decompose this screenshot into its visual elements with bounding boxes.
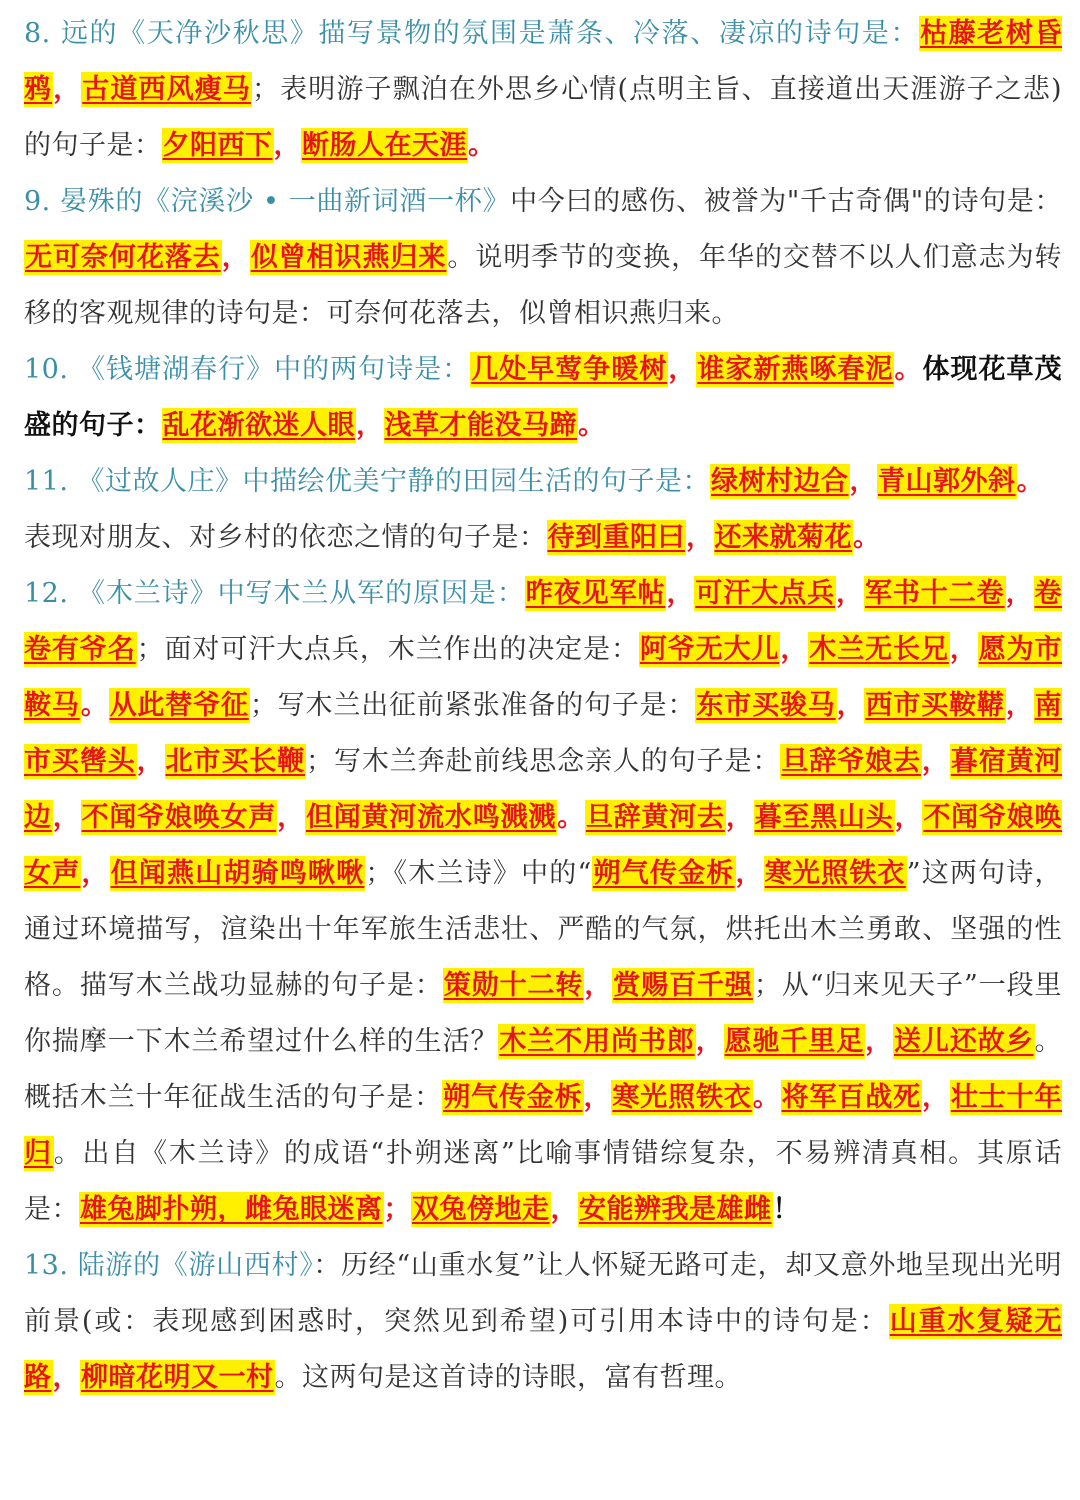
answer-highlight: 赏赐百千强 — [613, 970, 753, 1001]
answer-highlight: 壮士十年归 — [24, 1082, 1062, 1169]
paragraph-q11 — [24, 454, 1062, 566]
body-text: 。 — [1016, 466, 1045, 497]
answer-highlight: 不闻爷娘唤女声 — [24, 802, 1063, 889]
answer-highlight: 无可奈何花落去 — [25, 242, 221, 273]
body-text: ， — [780, 634, 809, 665]
question-text: 12. 《木兰诗》中写木兰从军的原因是： — [24, 578, 525, 609]
body-text: ， — [1005, 690, 1034, 721]
answer-highlight: 暮宿黄河边 — [24, 746, 1063, 833]
body-text: 。 — [894, 354, 923, 385]
body-text: 。 — [557, 802, 585, 833]
body-text: ：历经“山重水复”让人怀疑无路可走，却又意外地呈现出光明前景(或：表现感到困惑时，突然见到希望)可引用本诗中的诗句是： — [24, 1250, 1062, 1337]
body-text: ， — [894, 802, 923, 833]
body-text: ”这两句诗，通过环境描写，渲染出十年军旅生活悲壮、严酷的气氛，烘托出木兰勇敢、坚强的性格。描写木兰战功显赫的句子是： — [24, 858, 1063, 1001]
body-text: 中今曰的感伤、被誉为"千古奇偶"的诗句是： — [510, 186, 1062, 217]
body-text: ， — [836, 690, 865, 721]
answer-highlight: 阿爷无大儿 — [639, 634, 780, 665]
body-text: ， — [922, 1082, 950, 1113]
body-text: ， — [550, 1194, 578, 1225]
body-text: ， — [277, 802, 305, 833]
bold-text: ！ — [772, 1194, 800, 1225]
answer-highlight: 雄兔脚扑朔，雌兔眼迷离 — [80, 1194, 383, 1225]
body-text: ；《木兰诗》中的“ — [365, 858, 592, 889]
answer-highlight: 柳暗花明又一村 — [81, 1362, 274, 1393]
body-text: ；面对可汗大点兵，木兰作出的决定是： — [136, 634, 639, 665]
answer-highlight: 卷卷有爷名 — [24, 578, 1063, 665]
body-text: ， — [53, 74, 82, 105]
body-text: ， — [865, 1026, 894, 1057]
answer-highlight: 似曾相识燕归来 — [250, 242, 447, 273]
body-text: ；写木兰出征前紧张准备的句子是： — [249, 690, 696, 721]
question-text: 8. 远的《天净沙秋思》描写景物的氛围是萧条、冷落、凄凉的诗句是： — [24, 18, 920, 49]
answer-highlight: 双兔傍地走 — [412, 1194, 550, 1225]
answer-highlight: 木兰无长兄 — [809, 634, 949, 665]
body-text: ， — [686, 522, 714, 553]
answer-highlight: 还来就菊花 — [714, 522, 852, 553]
body-text: ；从“归来见天子”一段里你揣摩一下木兰希望过什么样的生活？ — [24, 970, 1063, 1057]
answer-highlight: 旦辞黄河去 — [585, 802, 725, 833]
answer-highlight: 不闻爷娘唤女声 — [81, 802, 277, 833]
body-text: 。 — [468, 130, 496, 161]
answer-highlight: 将军百战死 — [781, 1082, 921, 1113]
body-text: ， — [735, 858, 764, 889]
answer-highlight: 愿驰千里足 — [724, 1026, 865, 1057]
body-text: ， — [52, 802, 81, 833]
answer-highlight: 断肠人在天涯 — [302, 130, 467, 161]
body-text: ， — [849, 466, 878, 497]
answer-highlight: 军书十二卷 — [864, 578, 1005, 609]
answer-highlight: 青山郭外斜 — [878, 466, 1016, 497]
body-text: ； — [383, 1194, 411, 1225]
answer-highlight: 待到重阳曰 — [547, 522, 685, 553]
answer-highlight: 绿树村边合 — [711, 466, 849, 497]
question-text: 11. 《过故人庄》中描绘优美宁静的田园生活的句子是： — [24, 466, 711, 497]
question-text: 10. 《钱塘湖春行》中的两句诗是： — [24, 354, 471, 385]
answer-highlight: 安能辨我是雄雌 — [579, 1194, 772, 1225]
body-text: ， — [695, 1026, 724, 1057]
body-text: 。概括木兰十年征战生活的句子是： — [24, 1026, 1063, 1113]
answer-highlight: 朔气传金柝 — [443, 1082, 583, 1113]
paragraph-q8 — [24, 6, 1062, 174]
question-text: 13. 陆游的《游山西村》 — [24, 1250, 314, 1281]
body-text: 。 — [752, 1082, 781, 1113]
body-text: ， — [136, 746, 165, 777]
body-text: 。 — [578, 410, 606, 441]
answer-highlight: 东市买骏马 — [696, 690, 836, 721]
body-text: ， — [221, 242, 250, 273]
body-text: ；表明游子飘泊在外思乡心情(点明主旨、直接道出天涯游子之悲)的句子是： — [24, 74, 1063, 161]
answer-highlight: 南市买辔头 — [24, 690, 1063, 777]
answer-highlight: 西市买鞍鞯 — [865, 690, 1005, 721]
body-text: ， — [725, 802, 754, 833]
bold-text: 体现花草茂盛的句子： — [24, 354, 1063, 441]
body-text: ， — [583, 1082, 612, 1113]
body-text: ， — [273, 130, 301, 161]
answer-highlight: 北市买长鞭 — [165, 746, 306, 777]
body-text: ， — [668, 354, 697, 385]
body-text: 。这两句是这首诗的诗眼，富有哲理。 — [274, 1362, 742, 1393]
body-text: ；写木兰奔赴前线思念亲人的句子是： — [306, 746, 781, 777]
body-text: ， — [666, 578, 695, 609]
body-text: 表现对朋友、对乡村的依恋之情的句子是： — [24, 522, 547, 553]
answer-highlight: 几处早莺争暖树 — [471, 354, 668, 385]
body-text: ， — [921, 746, 950, 777]
body-text: ， — [52, 1362, 80, 1393]
answer-highlight: 旦辞爷娘去 — [781, 746, 921, 777]
paragraph-q10 — [24, 342, 1062, 454]
answer-highlight: 寒光照铁衣 — [612, 1082, 752, 1113]
body-text: ， — [81, 858, 110, 889]
answer-highlight: 山重水复疑无路 — [24, 1306, 1062, 1393]
answer-highlight: 夕阳西下 — [162, 130, 273, 161]
body-text: 。 — [853, 522, 881, 553]
body-text: ， — [356, 410, 384, 441]
answer-highlight: 枯藤老树昏鸦 — [24, 18, 1063, 105]
answer-highlight: 愿为市鞍马 — [24, 634, 1063, 721]
answer-highlight: 送儿还故乡 — [894, 1026, 1034, 1057]
answer-highlight: 但闻黄河流水鸣溅溅 — [305, 802, 557, 833]
paragraph-q12 — [24, 566, 1062, 1238]
paragraph-q9 — [24, 174, 1062, 342]
answer-highlight: 但闻燕山胡骑鸣啾啾 — [110, 858, 365, 889]
body-text: ， — [584, 970, 613, 1001]
paragraph-q13 — [24, 1238, 1062, 1406]
body-text: ， — [1005, 578, 1034, 609]
answer-highlight: 暮至黑山头 — [754, 802, 894, 833]
answer-highlight: 木兰不用尚书郎 — [499, 1026, 695, 1057]
answer-highlight: 寒光照铁衣 — [764, 858, 906, 889]
question-text: 9. 晏殊的《浣溪沙 • 一曲新词酒一杯》 — [24, 186, 511, 217]
body-text: ， — [836, 578, 864, 609]
answer-highlight: 可汗大点兵 — [695, 578, 836, 609]
body-text: 。 — [80, 690, 109, 721]
answer-highlight: 朔气传金柝 — [592, 858, 735, 889]
body-text: ， — [949, 634, 978, 665]
answer-highlight: 谁家新燕啄春泥 — [697, 354, 894, 385]
answer-highlight: 浅草才能没马蹄 — [384, 410, 577, 441]
answer-highlight: 从此替爷征 — [109, 690, 249, 721]
answer-highlight: 古道西风瘦马 — [82, 74, 251, 105]
answer-highlight: 策勋十二转 — [443, 970, 584, 1001]
body-text: 。出自《木兰诗》的成语“扑朔迷离”比喻事情错综复杂，不易辨清真相。其原话是： — [24, 1138, 1063, 1225]
body-text: 。说明季节的变换，年华的交替不以人们意志为转移的客观规律的诗句是：可奈何花落去，似曾相识燕归来。 — [24, 242, 1063, 329]
answer-highlight: 乱花渐欲迷人眼 — [162, 410, 355, 441]
answer-highlight: 昨夜见军帖 — [525, 578, 666, 609]
